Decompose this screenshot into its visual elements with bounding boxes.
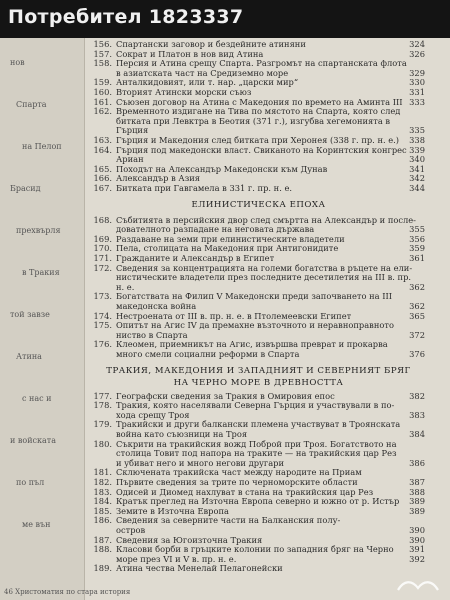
entry-title: Временното издигане на Тива по мястото на Спарта, която след [116, 107, 401, 117]
section-heading: ЕЛИНИСТИЧЕСКА ЕПОХА [191, 199, 326, 210]
entry-page: 362 [409, 302, 425, 311]
entry-title: война като съюзници на Троя [116, 430, 248, 439]
entry-number: 170. [93, 244, 112, 254]
toc-entry [86, 292, 431, 302]
toc-entry [86, 88, 431, 98]
entry-page: 384 [409, 430, 425, 439]
book-page [0, 38, 450, 600]
entry-number: 160. [93, 88, 112, 97]
entry-page: 386 [409, 458, 425, 468]
margin-word: прехвърля [16, 226, 61, 235]
entry-title: Географски сведения за Тракия в Омировия епос [116, 391, 335, 401]
entry-title: Атина чества Менелай Пелагонейски [116, 564, 283, 574]
entry-title: Сключената тракийска част между народите на Приам [116, 468, 362, 478]
margin-word: ме вън [22, 520, 51, 529]
entry-number: 173. [93, 292, 112, 302]
toc-entry [86, 497, 431, 507]
entry-page: 331 [409, 88, 425, 97]
entry-title: Битката при Гавгамела в 331 г. пр. н. е. [116, 184, 293, 193]
toc-entry [86, 174, 431, 184]
toc-entry [86, 216, 431, 226]
toc-entry [86, 411, 431, 421]
entry-title: Ариан [116, 155, 144, 165]
entry-number: 186. [93, 516, 112, 526]
entry-number: 187. [93, 535, 112, 545]
entry-page: 376 [409, 350, 425, 359]
entry-title: и убиват него и много негови другари [116, 458, 285, 468]
entry-title: Съкрити на тракийския вожд Поброй при Троя. Богатството на [116, 439, 397, 449]
margin-word: на Пелоп [22, 142, 62, 151]
toc-entry [86, 430, 431, 440]
entry-page: 390 [409, 535, 425, 545]
entry-page: 365 [409, 311, 425, 321]
toc-entry [86, 507, 431, 517]
section-heading: ТРАКИЯ, МАКЕДОНИЯ И ЗАПАДНИЯТ И СЕВЕРНИЯТ БРЯГ [106, 365, 411, 376]
toc-entry [86, 254, 431, 264]
seller-username[interactable]: Потребител 1823337 [8, 6, 244, 28]
entry-number: 188. [93, 545, 112, 555]
entry-number: 179. [93, 420, 112, 430]
entry-number: 171. [93, 254, 112, 263]
toc-entry [86, 488, 431, 498]
entry-page: 383 [409, 410, 425, 420]
entry-page: 329 [409, 68, 425, 78]
toc-entry [86, 555, 431, 565]
entry-number: 163. [93, 136, 112, 145]
entry-number: 181. [93, 468, 112, 478]
entry-title: Анталкидовият, или т. нар. „царски мир“ [116, 78, 299, 88]
entry-page: 330 [409, 78, 425, 88]
toc-entry [86, 283, 431, 293]
toc-entry [86, 155, 431, 165]
toc-entry [86, 440, 431, 450]
toc-entry [86, 564, 431, 574]
toc-entry [86, 273, 431, 283]
entry-title: Гражданите и Александър в Египет [116, 254, 275, 263]
entry-number: 159. [93, 78, 112, 88]
entry-title: Нестроената от III в. пр. н. е. в Птолемеевски Египет [116, 311, 352, 321]
entry-title: Персия и Атина срещу Спарта. Разгромът на спартанската флота [116, 59, 407, 69]
entry-page: 362 [409, 282, 425, 292]
entry-title: Сведения за концентрацията на големи богатства в ръцете на ели- [116, 263, 413, 273]
entry-title: Клеомен, приемникът на Агис, извършва преврат и прокарва [116, 340, 388, 350]
entry-title: битката при Левктра в Беотия (371 г.), изгубва хегемонията в [116, 116, 391, 126]
toc-entry [86, 340, 431, 350]
toc-entry [86, 420, 431, 430]
margin-word: и войската [10, 436, 56, 445]
toc-entry [86, 401, 431, 411]
toc-entry [86, 526, 431, 536]
entry-title: Гърция под македонски власт. Свиканото на Коринтския конгрес [116, 145, 407, 155]
entry-title: Сократ и Платон в нов вид Атина [116, 49, 264, 59]
entry-title: остров [116, 526, 146, 535]
margin-word: в Тракия [22, 268, 60, 277]
entry-page: 333 [409, 97, 425, 107]
toc-entry [86, 536, 431, 546]
toc-entry [86, 107, 431, 117]
entry-number: 176. [93, 340, 112, 350]
entry-page: 388 [409, 487, 425, 497]
entry-page: 341 [409, 164, 425, 174]
entry-page: 356 [409, 234, 425, 244]
entry-title: Събитията в персийския двор след смъртта на Александър и после- [116, 215, 416, 225]
toc-entry [86, 321, 431, 331]
entry-number: 185. [93, 506, 112, 516]
entry-page: 372 [409, 330, 425, 340]
entry-title: н. е. [116, 282, 135, 292]
entry-title: Земите в Източна Европа [116, 506, 229, 516]
entry-number: 180. [93, 439, 112, 449]
toc-entry [86, 478, 431, 488]
facing-page-strip [0, 38, 85, 600]
entry-page: 389 [409, 506, 425, 516]
entry-page: 355 [409, 225, 425, 235]
toc-entry [86, 302, 431, 312]
margin-word: той завзе [10, 310, 50, 319]
toc-entry [86, 69, 431, 79]
toc-entry [86, 184, 431, 194]
entry-page: 382 [409, 391, 425, 401]
entry-title: Сведения за северните части на Балканския полу- [116, 516, 341, 526]
entry-title: ниство в Спарта [116, 330, 188, 340]
toc-entry [86, 312, 431, 322]
entry-title: Съюзен договор на Атина с Македония по времето на Аминта III [116, 97, 403, 107]
entry-title: хода срещу Троя [116, 410, 190, 420]
entry-title: много смели социални реформи в Спарта [116, 350, 300, 359]
bazar-logo-icon [394, 578, 442, 594]
entry-page: 391 [409, 545, 425, 555]
toc-entry [86, 468, 431, 478]
toc-entry [86, 264, 431, 274]
entry-page: 339 [409, 145, 425, 155]
entry-title: Раздаване на земи при елинистическите владетели [116, 234, 345, 244]
entry-title: Първите сведения за трите по черноморските области [116, 478, 358, 487]
entry-title: Богатствата на Филип V Македонски преди започването на III [116, 292, 393, 302]
margin-word: Атина [16, 352, 42, 361]
toc-entry [86, 459, 431, 469]
page-footer: 46 Христоматия по стара история [4, 588, 131, 596]
entry-title: в азиатската част на Средиземно море [116, 68, 289, 78]
entry-title: Тракия, която населявали Северна Гърция и участвували в по- [116, 401, 395, 411]
toc-entry [86, 50, 431, 60]
entry-number: 161. [93, 97, 112, 107]
entry-number: 175. [93, 321, 112, 331]
entry-number: 172. [93, 263, 112, 273]
toc-entry [86, 516, 431, 526]
entry-title: Пела, столицата на Македония при Антигонидите [116, 244, 339, 254]
entry-title: македонска война [116, 302, 197, 311]
entry-title: Александър в Азия [116, 174, 200, 184]
toc-entry [86, 146, 431, 156]
section-heading: НА ЧЕРНО МОРЕ В ДРЕВНОСТТА [173, 377, 344, 388]
toc-entry [86, 331, 431, 341]
entry-title: Спартански заговор и бездейните атиняни [116, 40, 306, 49]
entry-number: 182. [93, 478, 112, 487]
entry-title: Кратък преглед на Източна Европа северно и южно от р. Истър [116, 497, 400, 507]
toc-entry [86, 40, 431, 50]
entry-title: дователното разпадане на неговата държава [116, 225, 315, 235]
entry-title: Класови борби в гръцките колонии по западния бряг на Черно [116, 545, 394, 555]
entry-title: Одисей и Диомед нахлуват в стана на тракийския цар Рез [116, 487, 374, 497]
toc-entry [86, 225, 431, 235]
toc-entry [86, 545, 431, 555]
toc-entry [86, 59, 431, 69]
entry-title: Сведения за Югоизточна Тракия [116, 535, 263, 545]
entry-title: Опитът на Агис IV да премахне възточното и неравноправното [116, 321, 394, 331]
entry-page: 342 [409, 174, 425, 184]
margin-word: по пъл [16, 478, 45, 487]
entry-number: 167. [93, 184, 112, 193]
entry-page: 324 [409, 40, 425, 49]
entry-number: 189. [93, 564, 112, 574]
entry-title: Тракийски и други балкански племена участвуват в Троянската [116, 420, 401, 430]
entry-number: 166. [93, 174, 112, 184]
entry-number: 183. [93, 487, 112, 497]
entry-number: 164. [93, 145, 112, 155]
margin-word: с нас и [22, 394, 52, 403]
entry-number: 178. [93, 401, 112, 411]
entry-title: море през VI и V в. пр. н. е. [116, 554, 237, 564]
toc-entry [86, 449, 431, 459]
entry-title: Походът на Александър Македонски към Дунав [116, 164, 328, 174]
entry-page: 389 [409, 497, 425, 507]
entry-title: нистическите владетели през последните десетилетия на III в. пр. [116, 273, 412, 283]
margin-word: Спарта [16, 100, 47, 109]
entry-number: 158. [93, 59, 112, 69]
entry-page: 361 [409, 254, 425, 263]
entry-number: 174. [93, 311, 112, 321]
entry-number: 184. [93, 497, 112, 507]
entry-page: 326 [409, 49, 425, 59]
entry-page: 344 [409, 184, 425, 193]
entry-title: Гърция [116, 126, 149, 136]
entry-page: 359 [409, 244, 425, 254]
toc-entry [86, 392, 431, 402]
toc-entry [86, 78, 431, 88]
entry-page: 387 [409, 478, 425, 487]
entry-title: Вторият Атински морски съюз [116, 88, 252, 97]
entry-number: 177. [93, 391, 112, 401]
toc-entry [86, 244, 431, 254]
entry-title: столица Товит под напора на траките — на тракийския цар Рез [116, 449, 397, 459]
toc-entry [86, 98, 431, 108]
entry-page: 338 [409, 136, 425, 145]
entry-page: 392 [409, 554, 425, 564]
margin-word: нов [10, 58, 25, 67]
entry-number: 162. [93, 107, 112, 117]
margin-word: Брасид [10, 184, 41, 193]
entry-title: Гърция и Македония след битката при Херонея (338 г. пр. н. е.) [116, 136, 400, 145]
toc-entry [86, 350, 431, 360]
entry-number: 165. [93, 164, 112, 174]
entry-page: 340 [409, 155, 425, 165]
toc-entry [86, 235, 431, 245]
toc-entry [86, 136, 431, 146]
entry-number: 157. [93, 49, 112, 59]
entry-number: 168. [93, 215, 112, 225]
toc-entry [86, 126, 431, 136]
entry-page: 390 [409, 526, 425, 535]
entry-page: 335 [409, 126, 425, 136]
entry-number: 169. [93, 234, 112, 244]
site-header [0, 0, 450, 38]
toc-entry [86, 165, 431, 175]
toc-entry [86, 117, 431, 127]
entry-number: 156. [93, 40, 112, 49]
table-of-contents [86, 38, 438, 600]
